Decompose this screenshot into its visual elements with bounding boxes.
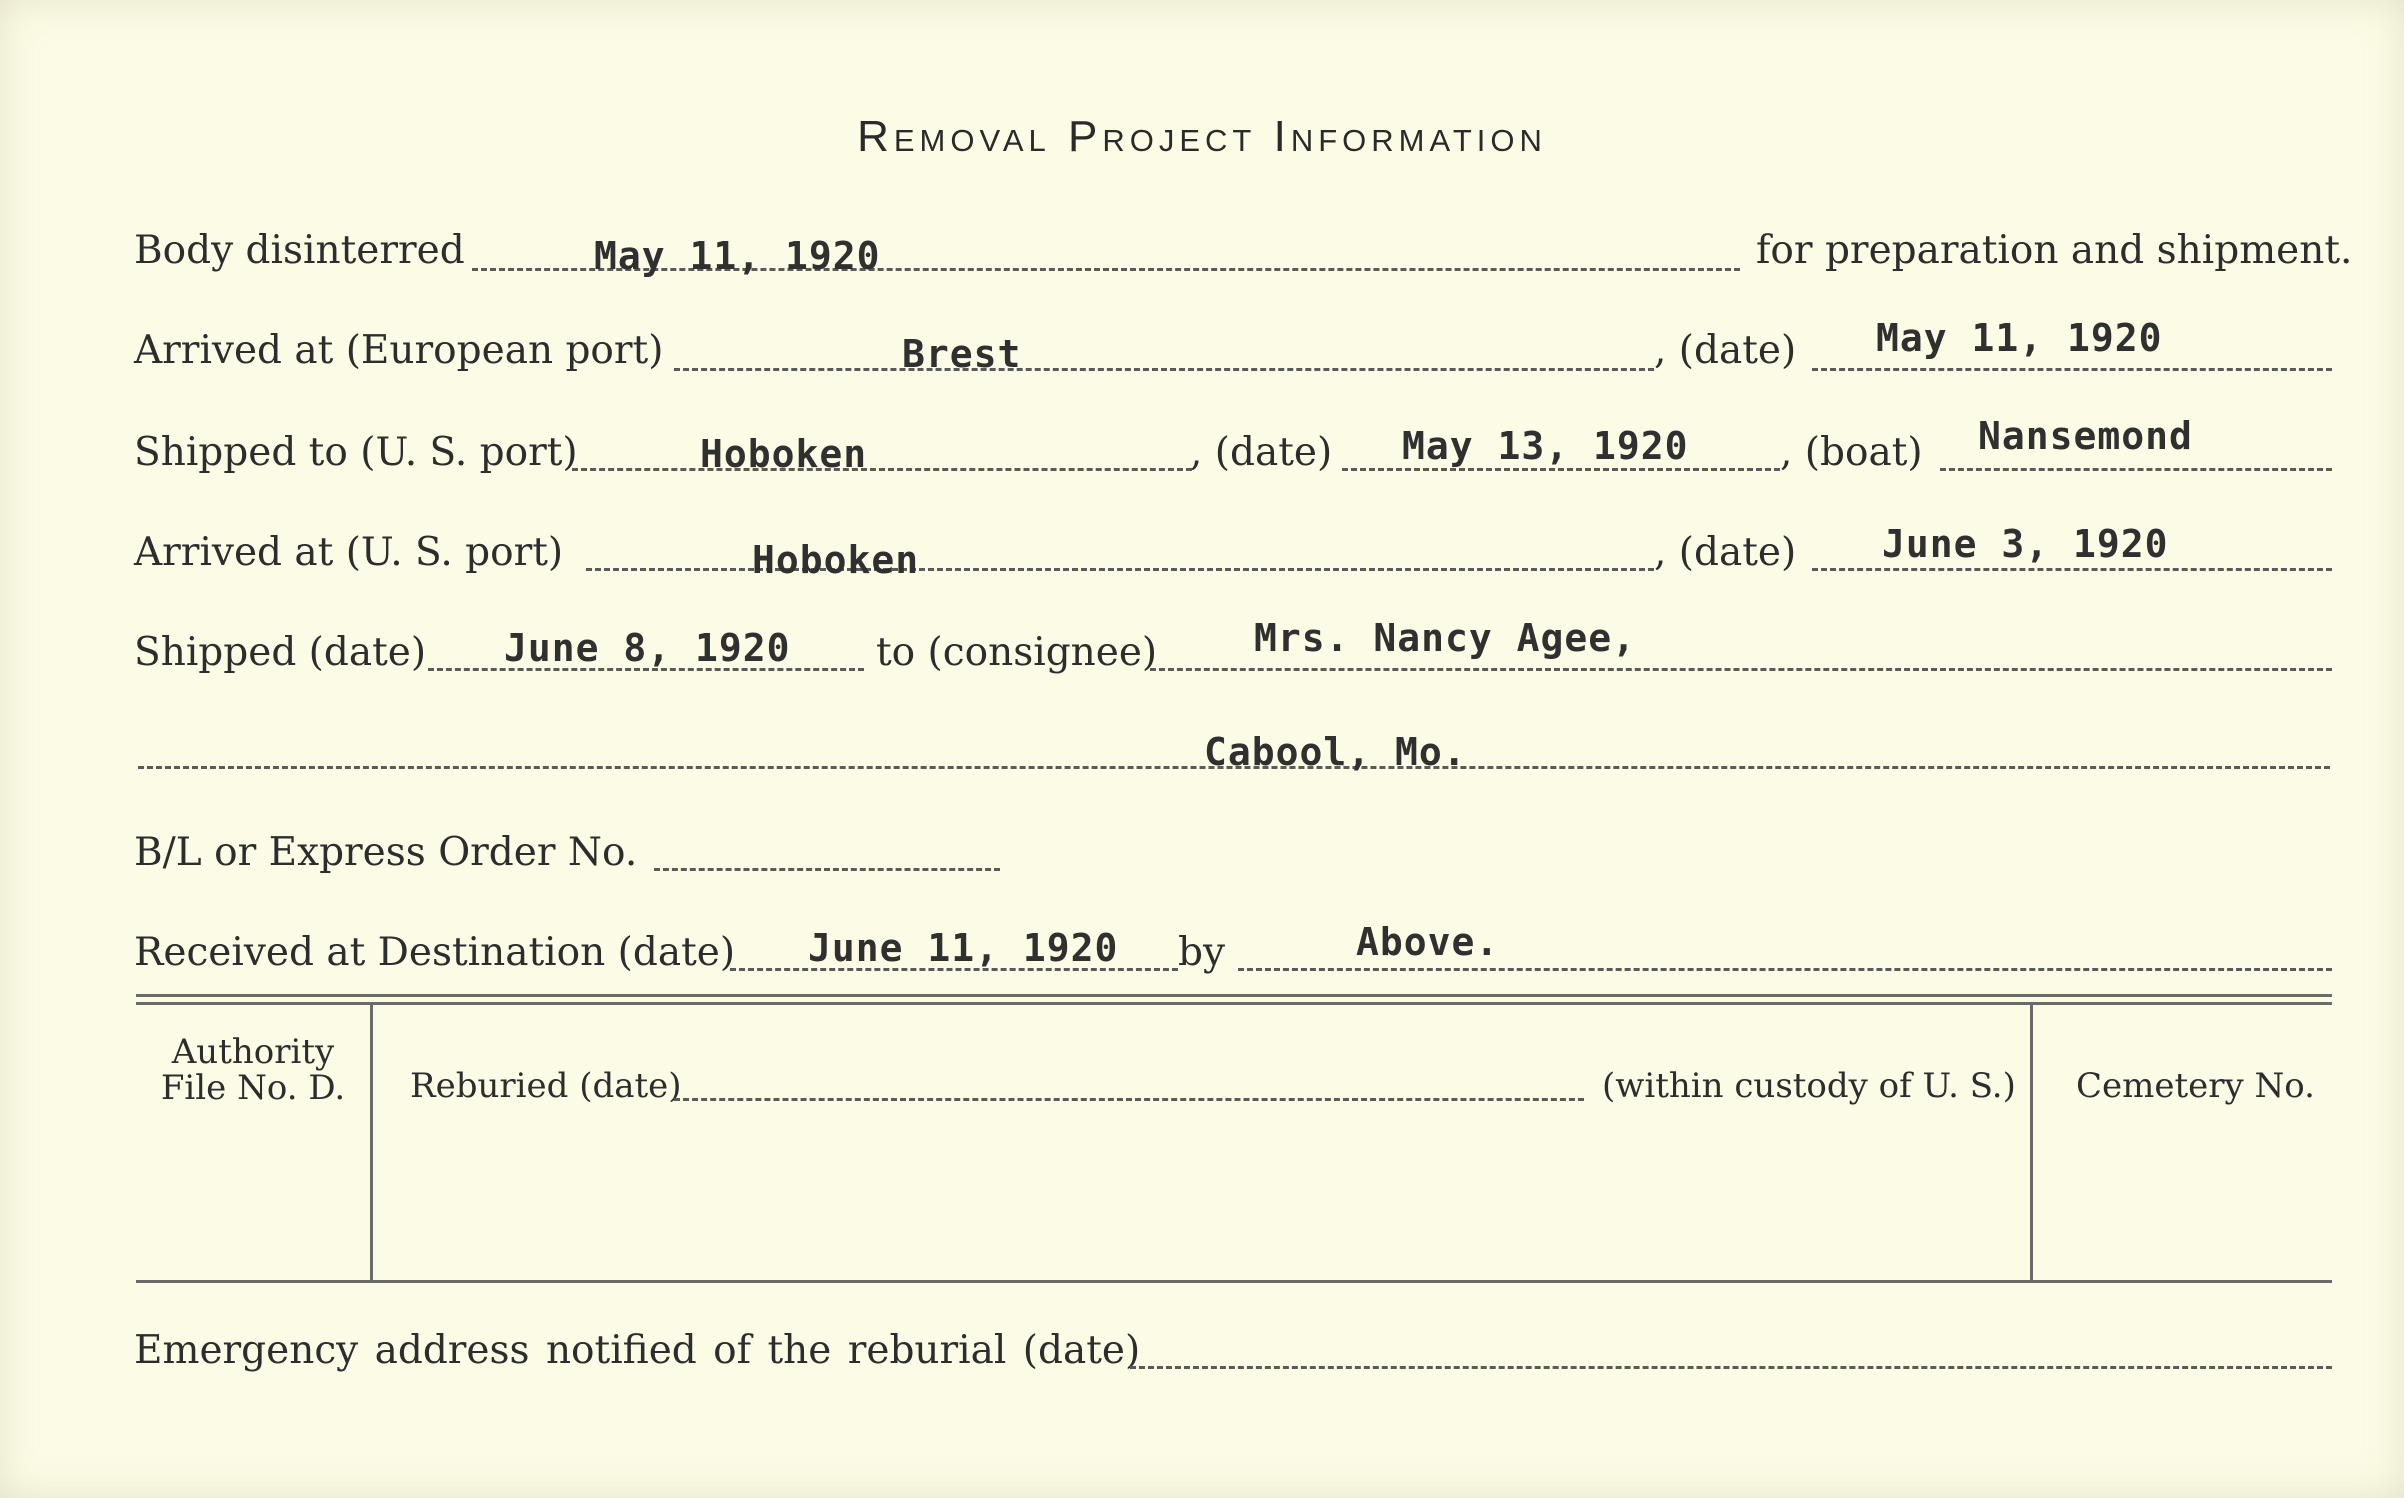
custody-label: (within custody of U. S.) <box>1602 1066 2016 1106</box>
arrived-us-date: June 3, 1920 <box>1882 522 2169 566</box>
arrived-european-date-label: , (date) <box>1654 328 1797 373</box>
reburied-label: Reburied (date) <box>410 1066 682 1106</box>
shipped-us-port: Hoboken <box>700 432 868 476</box>
authority-cell <box>140 1034 366 1106</box>
arrived-european-port: Brest <box>902 332 1022 376</box>
received-by: Above. <box>1356 920 1500 964</box>
arrived-us-date-label: , (date) <box>1654 530 1797 575</box>
arrived-us-label: Arrived at (U. S. port) <box>134 530 564 575</box>
arrived-us-port: Hoboken <box>752 538 920 582</box>
card-title: Removal Project Information <box>857 112 1547 161</box>
table-divider-right <box>2030 1004 2033 1280</box>
shipped-us-boat: Nansemond <box>1978 414 2193 458</box>
shipped-us-port-line <box>572 468 1192 471</box>
emergency-line <box>1130 1366 2332 1369</box>
arrived-us-date-line <box>1812 568 2332 571</box>
consignee-name: Mrs. Nancy Agee, <box>1254 616 1637 660</box>
authority-line-1: Authority <box>171 1032 335 1072</box>
shipped-date-label: Shipped (date) <box>134 630 427 675</box>
received-label: Received at Destination (date) <box>134 930 736 975</box>
body-disinterred-label: Body disinterred <box>134 228 465 273</box>
arrived-european-label: Arrived at (European port) <box>134 328 664 373</box>
cemetery-label: Cemetery No. <box>2076 1066 2315 1106</box>
shipped-us-date-line <box>1342 468 1780 471</box>
shipped-us-boat-label: , (boat) <box>1780 430 1923 475</box>
table-top-rule <box>136 994 2332 997</box>
reburied-line <box>674 1098 1584 1101</box>
shipped-us-boat-line <box>1940 468 2332 471</box>
shipment-suffix: for preparation and shipment. <box>1756 228 2353 273</box>
emergency-label: Emergency address notified of the reburial (date) <box>134 1328 1141 1373</box>
body-disinterred-value: May 11, 1920 <box>594 234 881 278</box>
table-divider-left <box>370 1004 373 1280</box>
shipped-date: June 8, 1920 <box>504 626 791 670</box>
arrived-us-port-line <box>586 568 1654 571</box>
consignee-line <box>1150 668 2332 671</box>
received-date: June 11, 1920 <box>808 926 1119 970</box>
shipped-us-date: May 13, 1920 <box>1402 424 1689 468</box>
arrived-european-date-line <box>1812 368 2332 371</box>
bl-order-line <box>654 868 1000 871</box>
table-bottom-rule <box>136 1280 2332 1283</box>
received-by-line <box>1238 968 2332 971</box>
authority-line-2: File No. D. <box>160 1068 346 1108</box>
bl-order-label: B/L or Express Order No. <box>134 830 638 875</box>
consignee-address: Cabool, Mo. <box>1204 730 1467 774</box>
received-by-label: by <box>1178 930 1225 975</box>
consignee-label: to (consignee) <box>876 630 1158 675</box>
shipped-us-label: Shipped to (U. S. port) <box>134 430 578 475</box>
arrived-european-port-line <box>674 368 1654 371</box>
table-top-rule-2 <box>136 1002 2332 1005</box>
arrived-european-date: May 11, 1920 <box>1876 316 2163 360</box>
shipped-us-date-label: , (date) <box>1190 430 1333 475</box>
